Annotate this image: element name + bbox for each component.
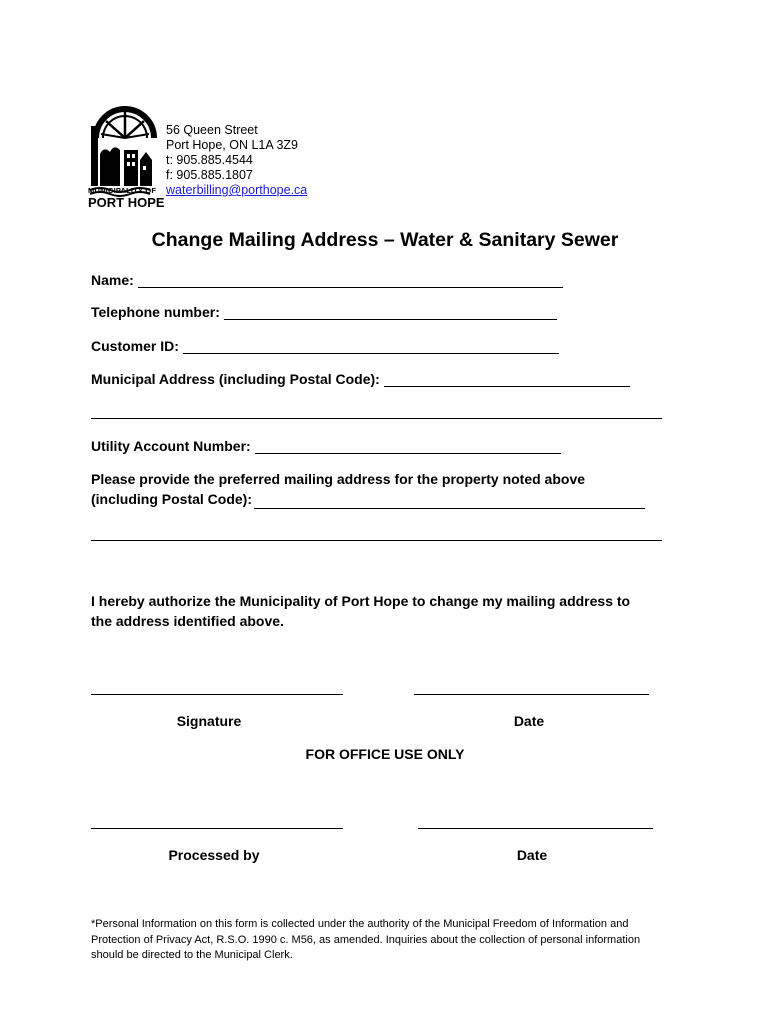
email-link[interactable]: waterbilling@porthope.ca xyxy=(166,183,308,197)
name-input-line[interactable] xyxy=(138,273,563,288)
address-phone: t: 905.885.4544 xyxy=(166,153,253,167)
processed-by-label: Processed by xyxy=(168,847,260,863)
municipal-address-label: Municipal Address (including Postal Code): xyxy=(91,371,380,387)
telephone-label: Telephone number: xyxy=(91,304,220,320)
mailing-address-input-line[interactable] xyxy=(254,494,645,509)
municipal-address-field xyxy=(91,371,630,387)
municipal-address-input-line[interactable] xyxy=(384,372,630,387)
authorization-statement xyxy=(91,591,630,631)
logo-text-line2: PORT HOPE xyxy=(88,195,165,210)
telephone-field xyxy=(91,304,557,320)
logo-text-line1: MUNICIPALITY OF xyxy=(88,186,157,195)
signature-date-line[interactable] xyxy=(414,694,649,695)
form-title: Change Mailing Address – Water & Sanitary Sewer xyxy=(151,229,619,251)
authorization-line1: I hereby authorize the Municipality of Port Hope to change my mailing address to xyxy=(91,593,631,609)
address-fax: f: 905.885.1807 xyxy=(166,168,253,182)
address-city: Port Hope, ON L1A 3Z9 xyxy=(166,138,299,152)
municipal-address-second-line[interactable] xyxy=(91,418,662,419)
signature-label: Signature xyxy=(176,713,242,729)
footnote-line2: Protection of Privacy Act, R.S.O. 1990 c. M56, as amended. Inquiries about the collection of personal information xyxy=(91,933,641,946)
contact-address-block xyxy=(166,123,307,198)
mailing-address-prompt xyxy=(91,469,645,509)
privacy-footnote xyxy=(91,917,691,964)
customer-id-input-line[interactable] xyxy=(183,339,559,354)
telephone-input-line[interactable] xyxy=(224,305,557,320)
utility-account-label: Utility Account Number: xyxy=(91,438,251,454)
municipality-logo xyxy=(88,94,165,212)
customer-id-field xyxy=(91,338,559,354)
mailing-address-second-line[interactable] xyxy=(91,540,662,541)
mailing-prompt-line2: (including Postal Code): xyxy=(91,491,252,507)
footnote-line3: should be directed to the Municipal Clerk. xyxy=(91,949,293,961)
name-label: Name: xyxy=(91,272,134,288)
signature-date-label: Date xyxy=(513,713,545,729)
name-field xyxy=(91,272,563,288)
mailing-prompt-line1: Please provide the preferred mailing address for the property noted above xyxy=(91,471,586,487)
authorization-line2: the address identified above. xyxy=(91,613,284,629)
processed-date-label: Date xyxy=(516,847,548,863)
utility-account-input-line[interactable] xyxy=(255,439,561,454)
customer-id-label: Customer ID: xyxy=(91,338,179,354)
address-street: 56 Queen Street xyxy=(166,123,258,137)
signature-line[interactable] xyxy=(91,694,343,695)
footnote-line1: *Personal Information on this form is collected under the authority of the Municipal Freedom of Information and xyxy=(91,918,629,930)
processed-by-line[interactable] xyxy=(91,828,343,829)
processed-date-line[interactable] xyxy=(418,828,653,829)
office-use-heading: FOR OFFICE USE ONLY xyxy=(305,746,465,762)
utility-account-field xyxy=(91,438,561,454)
